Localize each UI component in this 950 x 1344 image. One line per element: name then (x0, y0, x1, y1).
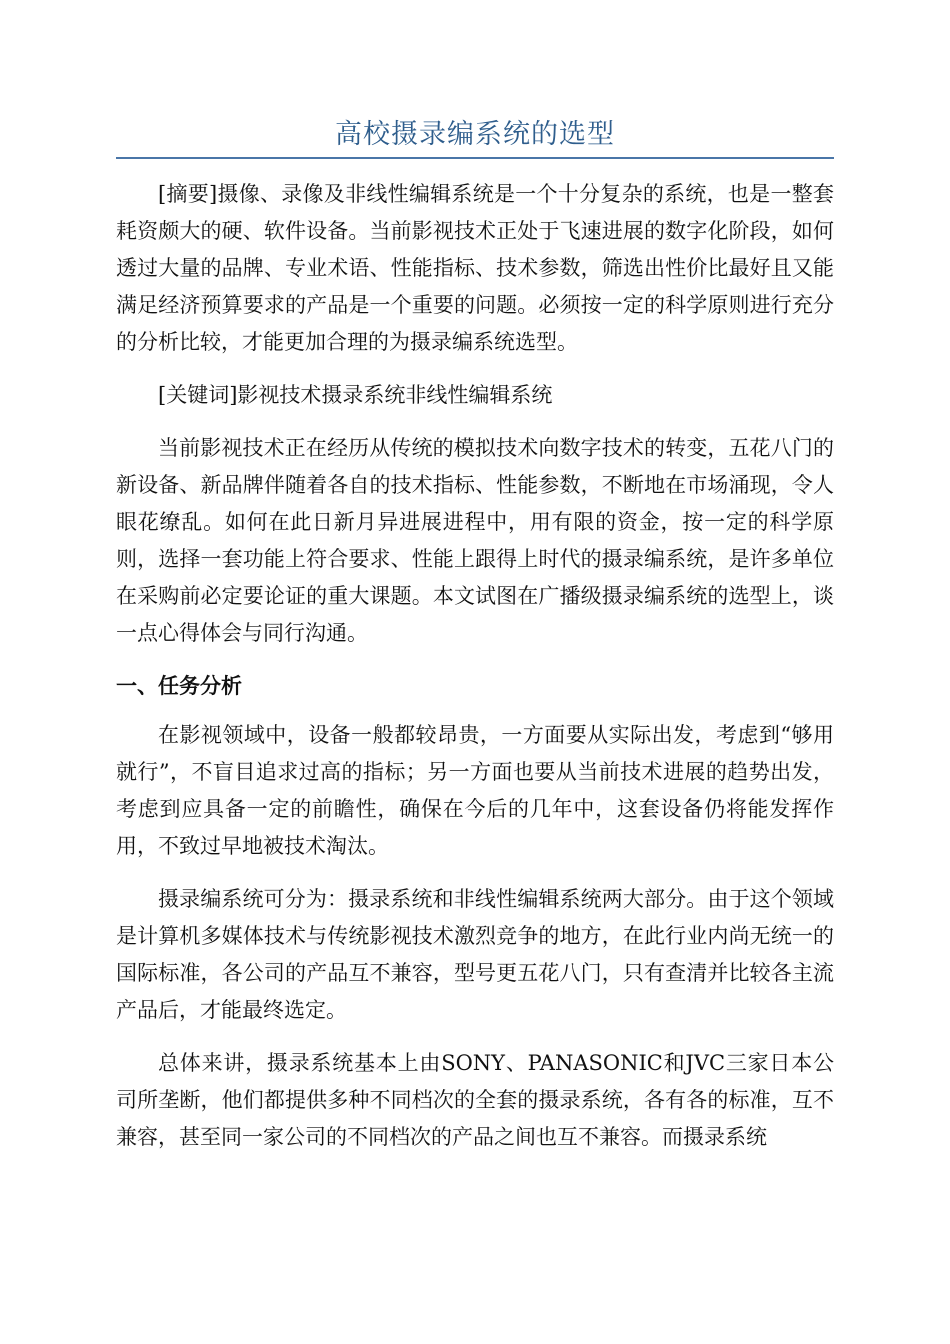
section-heading: 一、任务分析 (116, 674, 242, 698)
title-underline (116, 157, 834, 159)
intro-paragraph: 当前影视技术正在经历从传统的模拟技术向数字技术的转变，五花八门的新设备、新品牌伴随着各自的技术指标、性能参数，不断地在市场涌现，令人眼花缭乱。如何在此日新月异进展进程中，用有限的资金，按一定的科学原则，选择一套功能上符合要求、性能上跟得上时代的摄录编系统，是许多单位在采购前必定要论证的重大课题。本文试图在广播级摄录编系统的选型上，谈一点心得体会与同行沟通。 (116, 436, 834, 645)
keywords-paragraph: [关键词]影视技术摄录系统非线性编辑系统 (158, 383, 553, 407)
document-page (116, 112, 834, 1172)
document-title: 高校摄录编系统的选型 (335, 119, 615, 150)
abstract-paragraph: [摘要]摄像、录像及非线性编辑系统是一个十分复杂的系统，也是一整套耗资颇大的硬、软件设备。当前影视技术正处于飞速进展的数字化阶段，如何透过大量的品牌、专业术语、性能指标、技术参数，筛选出性价比最好且又能满足经济预算要求的产品是一个重要的问题。必须按一定的科学原则进行充分的分析比较，才能更加合理的为摄录编系统选型。 (116, 182, 834, 354)
body-paragraph: 在影视领域中，设备一般都较昂贵，一方面要从实际出发，考虑到“够用就行”，不盲目追求过高的指标；另一方面也要从当前技术进展的趋势出发，考虑到应具备一定的前瞻性，确保在今后的几年中，这套设备仍将能发挥作用，不致过早地被技术淘汰。 (116, 723, 834, 858)
body-paragraph: 总体来讲，摄录系统基本上由SONY、PANASONIC和JVC三家日本公司所垄断，他们都提供多种不同档次的全套的摄录系统，各有各的标准，互不兼容，甚至同一家公司的不同档次的产品之间也互不兼容。而摄录系统 (116, 1051, 834, 1149)
body-paragraph: 摄录编系统可分为：摄录系统和非线性编辑系统两大部分。由于这个领域是计算机多媒体技术与传统影视技术激烈竞争的地方，在此行业内尚无统一的国际标准，各公司的产品互不兼容，型号更五花八门，只有查清并比较各主流产品后，才能最终选定。 (116, 887, 834, 1022)
